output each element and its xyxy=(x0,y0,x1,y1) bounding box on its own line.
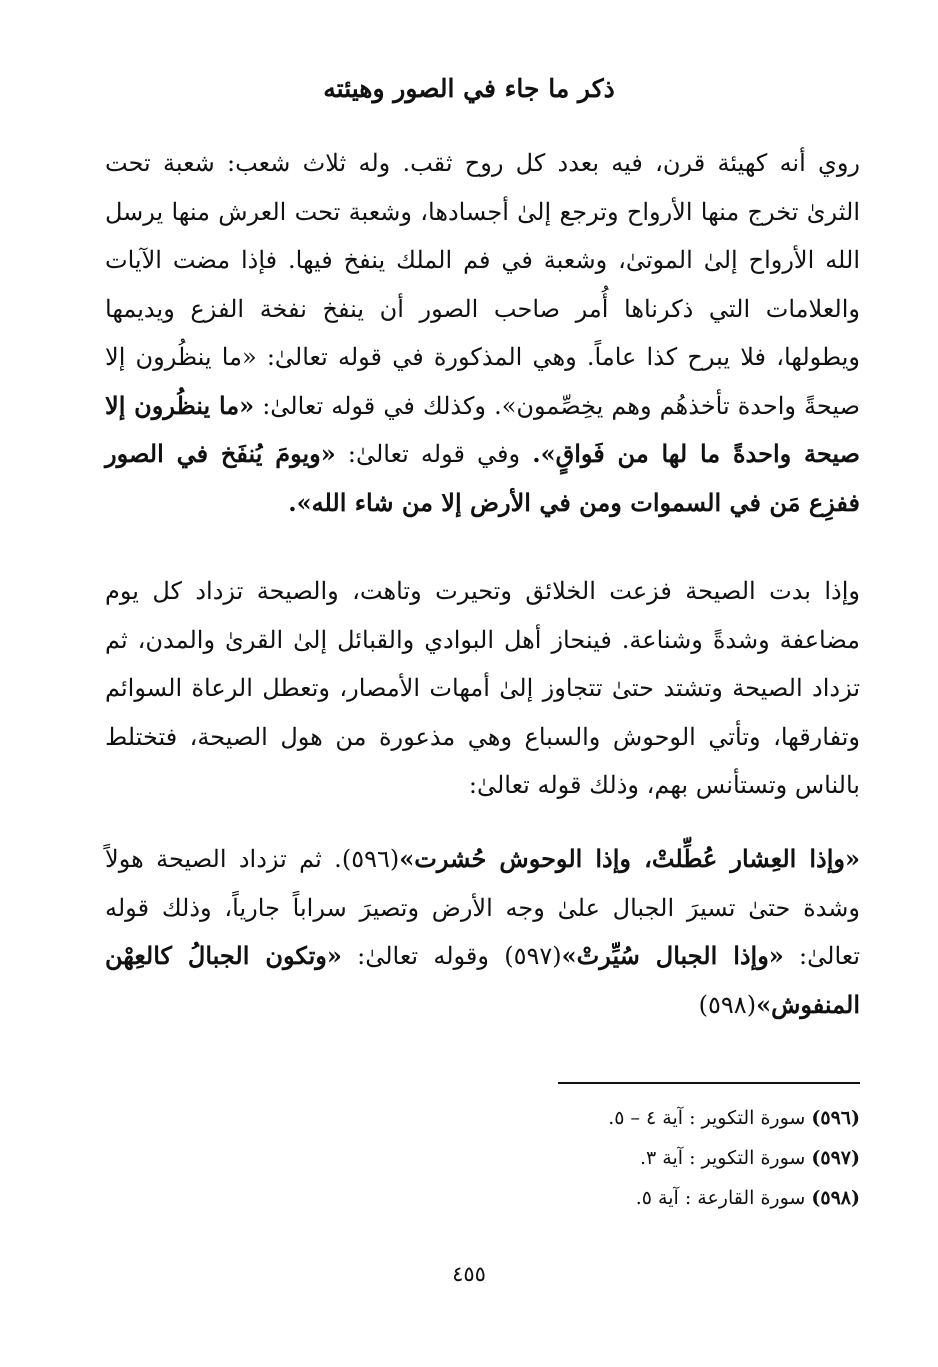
footnote-ref-598: (٥٩٨) xyxy=(698,990,757,1019)
quran-quote-5: «وتكون الجبالُ كالعِهْن المنفوش» xyxy=(105,941,860,1019)
footnote-ref-597: (٥٩٧) xyxy=(504,942,562,970)
footnote-text: سورة التكوير : آية ٣. xyxy=(640,1147,812,1169)
paragraph-1-text-2: وفي قوله تعالىٰ: xyxy=(335,440,533,468)
quran-quote-2: «ويومَ يُنفَخ في الصور ففزِع مَن في السموات ومن في الأرض إلا من شاء الله». xyxy=(105,439,860,517)
footnote-separator xyxy=(558,1082,860,1084)
paragraph-1-text: روي أنه كهيئة قرن، فيه بعدد كل روح ثقب. وله ثلاث شعب: شعبة تحت الثرىٰ تخرج منها الأرواح وترجع إلىٰ أجسادها، وشعبة تحت العرش منها يرسل الله الأرواح إلىٰ الموتىٰ، وشعبة في فم الملك ينفخ فيها. فإذا مضت الآيات والعلامات التي ذكرناها أُمر صاحب الصور أن ينفخ نفخة الفزع ويديمها ويطولها، فلا يبرح كذا عاماً. وهي المذكورة في قوله تعالىٰ: «ما ينظُرون إلا صيحةً واحدة تأخذهُم وهم يخِصِّمون». وكذلك في قوله تعالىٰ: xyxy=(105,149,860,420)
footnotes xyxy=(460,1098,860,1218)
footnote-ref-596: (٥٩٦) xyxy=(341,845,400,873)
quran-quote-3: «وإذا العِشار عُطِّلتْ، وإذا الوحوش حُشرت» xyxy=(399,844,860,873)
footnote-597 xyxy=(460,1138,860,1178)
footnote-598 xyxy=(460,1178,860,1218)
footnote-number: (٥٩٦) xyxy=(811,1107,860,1129)
quran-quote-1: «ما ينظُرون إلا صيحة واحدةً ما لها من فَواقٍ». xyxy=(105,390,861,468)
quran-quote-4: «وإذا الجبال سُيِّرتْ» xyxy=(561,941,784,970)
footnote-text: سورة القارعة : آية ٥. xyxy=(635,1187,812,1209)
paragraph-3-text-2: وقوله تعالىٰ: xyxy=(341,942,505,970)
footnote-number: (٥٩٨) xyxy=(811,1187,860,1209)
paragraph-3-text: . ثم تزداد الصيحة هولاً وشدة حتىٰ تسيرَ الجبال علىٰ وجه الأرض وتصيرَ سراباً جارياً، وذلك قوله تعالىٰ: xyxy=(105,845,861,970)
footnote-number: (٥٩٧) xyxy=(811,1147,860,1169)
paragraph-2: وإذا بدت الصيحة فزعت الخلائق وتحيرت وتاهت، والصيحة تزداد كل يوم مضاعفة وشدةً وشناعة. فينحاز أهل البوادي والقبائل إلىٰ القرىٰ والمدن، ثم تزداد الصيحة وتشتد حتىٰ تتجاوز إلىٰ أمهات الأمصار، وتعطل الرعاة السوائم وتفارقها، وتأتي الوحوش والسباع وهي مذعورة من هول الصيحة، فتختلط بالناس وتستأنس بهم، وذلك قوله تعالىٰ: xyxy=(105,577,860,799)
page-title: ذكر ما جاء في الصور وهيئته xyxy=(323,74,615,103)
paragraph-3 xyxy=(105,835,860,1029)
footnote-text: سورة التكوير : آية ٤ – ٥. xyxy=(608,1107,812,1129)
page-number: ٤٥٥ xyxy=(452,1262,486,1286)
footnote-596 xyxy=(460,1098,860,1138)
paragraph-1 xyxy=(105,139,860,527)
